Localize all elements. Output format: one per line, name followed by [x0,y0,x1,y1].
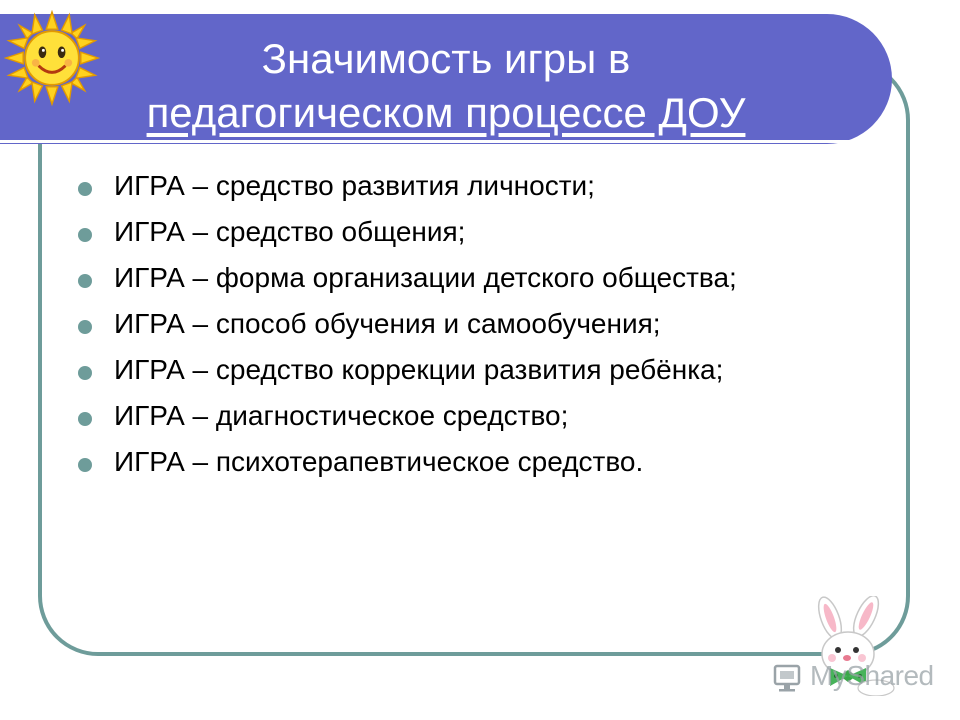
list-item [78,262,884,294]
watermark-text: MyShared [810,660,934,691]
bullet-dot [78,182,92,196]
bullet-dot [78,366,92,380]
title-banner [0,14,892,144]
bullet-dot [78,458,92,472]
list-item [78,354,884,386]
title-line-1: Значимость игры в [261,35,631,82]
bullet-dot [78,274,92,288]
list-item [78,216,884,248]
list-item [78,170,884,202]
sun-icon [4,10,100,106]
bullet-text: ИГРА – диагностическое средство; [114,400,569,431]
bullet-list [78,170,884,492]
watermark-logo-icon [772,662,806,694]
list-item [78,308,884,340]
bullet-dot [78,320,92,334]
watermark [772,660,952,700]
bullet-dot [78,228,92,242]
list-item [78,446,884,478]
title-line-2: педагогическом процессе ДОУ [146,89,746,136]
bullet-text: ИГРА – психотерапевтическое средство. [114,446,644,477]
bullet-text: ИГРА – средство коррекции развития ребёнка; [114,354,724,385]
bullet-text: ИГРА – способ обучения и самообучения; [114,308,661,339]
list-item [78,400,884,432]
bullet-text: ИГРА – форма организации детского общества; [114,262,737,293]
bullet-text: ИГРА – средство общения; [114,216,466,247]
slide-title [0,32,892,140]
title-underline [0,140,850,143]
bullet-text: ИГРА – средство развития личности; [114,170,595,201]
bullet-dot [78,412,92,426]
